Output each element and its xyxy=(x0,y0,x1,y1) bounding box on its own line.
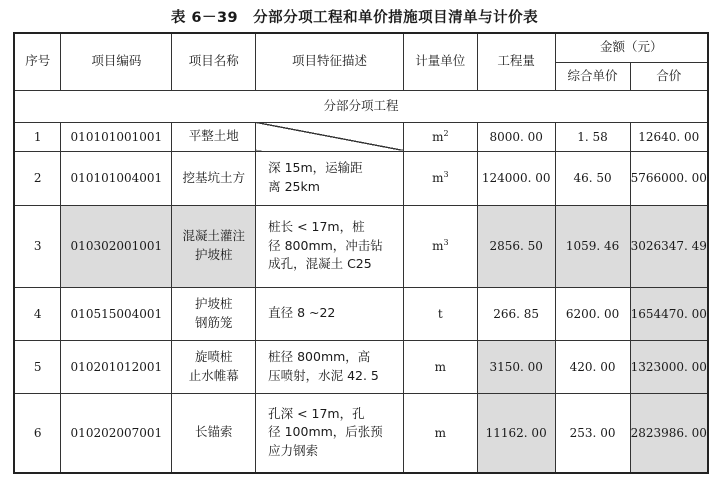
cell-total: 3026347. 49 xyxy=(630,205,708,287)
cell-seq: 2 xyxy=(14,151,61,205)
table-row xyxy=(14,151,708,205)
cell-seq: 5 xyxy=(14,340,61,393)
header-amount-group: 金额（元） xyxy=(555,33,708,62)
cell-quantity: 266. 85 xyxy=(477,287,555,340)
header-code: 项目编码 xyxy=(61,33,172,90)
cell-unit: $m^3$ xyxy=(403,151,477,205)
cell-name: 混凝土灌注 护坡桩 xyxy=(172,205,256,287)
cell-unit: t xyxy=(403,287,477,340)
cell-unit-price: 1. 58 xyxy=(555,122,630,151)
cell-name: 旋喷桩 止水帷幕 xyxy=(172,340,256,393)
cell-code: 010101001001 xyxy=(61,122,172,151)
cell-unit-price: 420. 00 xyxy=(555,340,630,393)
cell-unit-price: 253. 00 xyxy=(555,393,630,473)
cell-name: 护坡桩 钢筋笼 xyxy=(172,287,256,340)
cell-quantity: 8000. 00 xyxy=(477,122,555,151)
cell-feature: 直径 8 ~22 xyxy=(256,287,404,340)
cell-unit: m xyxy=(403,340,477,393)
cell-code: 010101004001 xyxy=(61,151,172,205)
header-total: 合价 xyxy=(630,62,708,90)
cell-name: 平整土地 xyxy=(172,122,256,151)
header-seq: 序号 xyxy=(14,33,61,90)
cell-total: 2823986. 00 xyxy=(630,393,708,473)
pricing-table xyxy=(13,32,709,474)
cell-feature: 桩径 800mm，高 压喷射，水泥 42. 5 xyxy=(256,340,404,393)
cell-seq: 1 xyxy=(14,122,61,151)
cell-code: 010202007001 xyxy=(61,393,172,473)
cell-seq: 3 xyxy=(14,205,61,287)
cell-unit: $m^2$ xyxy=(403,122,477,151)
cell-unit: m xyxy=(403,393,477,473)
cell-seq: 4 xyxy=(14,287,61,340)
section-title: 分部分项工程 xyxy=(14,90,708,122)
header-quantity: 工程量 xyxy=(477,33,555,90)
cell-feature: 桩长 < 17m，桩 径 800mm，冲击钻 成孔，混凝土 C25 xyxy=(256,205,404,287)
cell-total: 1323000. 00 xyxy=(630,340,708,393)
cell-total: 5766000. 00 xyxy=(630,151,708,205)
table-row xyxy=(14,340,708,393)
table-caption: 表 6－39 分部分项工程和单价措施项目清单与计价表 xyxy=(170,10,539,26)
cell-feature-empty xyxy=(256,122,404,151)
header-name: 项目名称 xyxy=(172,33,256,90)
table-row xyxy=(14,122,708,151)
table-row xyxy=(14,287,708,340)
cell-unit: $m^3$ xyxy=(403,205,477,287)
cell-feature: 深 15m，运输距 离 25km xyxy=(256,151,404,205)
table-row xyxy=(14,393,708,473)
header-unit-price: 综合单价 xyxy=(555,62,630,90)
cell-quantity: 3150. 00 xyxy=(477,340,555,393)
cell-feature: 孔深 < 17m，孔 径 100mm，后张预 应力钢索 xyxy=(256,393,404,473)
cell-total: 1654470. 00 xyxy=(630,287,708,340)
cell-unit-price: 6200. 00 xyxy=(555,287,630,340)
cell-name: 长锚索 xyxy=(172,393,256,473)
cell-seq: 6 xyxy=(14,393,61,473)
cell-code: 010515004001 xyxy=(61,287,172,340)
cell-unit-price: 46. 50 xyxy=(555,151,630,205)
cell-code: 010201012001 xyxy=(61,340,172,393)
cell-unit-price: 1059. 46 xyxy=(555,205,630,287)
table-row xyxy=(14,205,708,287)
cell-total: 12640. 00 xyxy=(630,122,708,151)
cell-quantity: 124000. 00 xyxy=(477,151,555,205)
cell-code: 010302001001 xyxy=(61,205,172,287)
cell-quantity: 2856. 50 xyxy=(477,205,555,287)
header-unit: 计量单位 xyxy=(403,33,477,90)
cell-name: 挖基坑土方 xyxy=(172,151,256,205)
header-feature: 项目特征描述 xyxy=(256,33,404,90)
cell-quantity: 11162. 00 xyxy=(477,393,555,473)
